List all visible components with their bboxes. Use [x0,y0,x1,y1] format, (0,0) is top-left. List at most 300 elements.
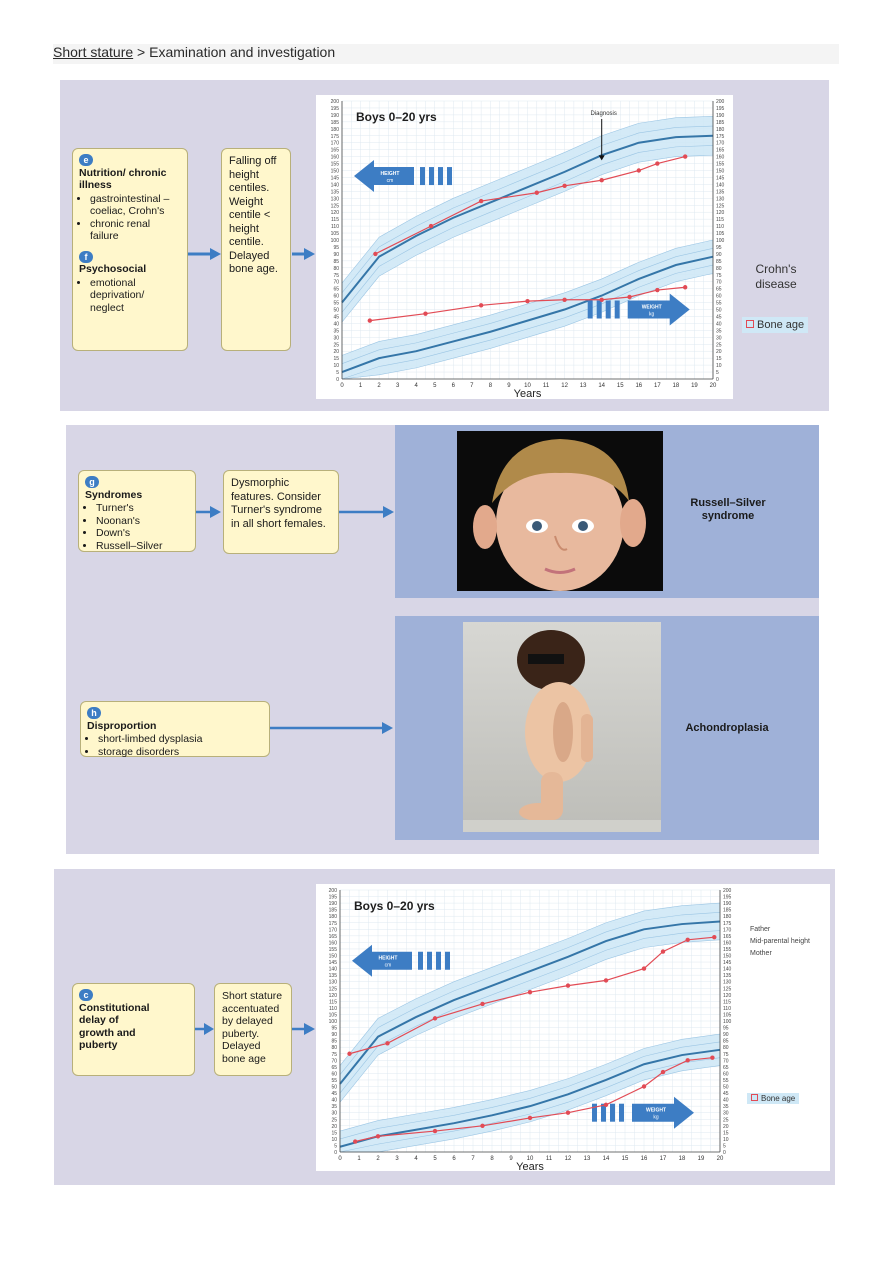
data-point [600,178,604,182]
list-item: • short-limbed dysplasia [98,733,263,746]
y-tick-label: 150 [723,953,732,960]
y-tick-label: 75 [723,1051,729,1058]
y-tick-label: 140 [330,182,339,189]
bone-age-legend: Bone age [742,317,808,333]
breadcrumb [53,44,839,64]
badge-f: f [79,251,93,263]
y-tick-label: 50 [723,1084,729,1091]
y-tick-label: 195 [723,894,732,901]
y-tick-label: 70 [333,279,339,286]
data-point [683,285,687,289]
breadcrumb-current: Examination and investigation [149,44,336,60]
data-point [562,298,566,302]
x-tick-label: 12 [564,1156,572,1162]
x-tick-label: 8 [490,1156,494,1162]
y-tick-label: 185 [330,119,339,126]
y-tick-label: 40 [333,321,339,328]
y-tick-label: 60 [723,1071,729,1078]
x-tick-label: 19 [697,1156,705,1162]
y-tick-label: 185 [716,119,725,126]
data-point [562,184,566,188]
mother-label: Mother [750,950,772,957]
y-tick-label: 5 [336,370,339,377]
x-tick-label: 17 [659,1156,667,1162]
height-arrow-label: HEIGHT [378,955,398,962]
x-tick-label: 6 [452,1156,456,1162]
x-tick-label: 7 [470,383,474,389]
y-tick-label: 150 [328,953,337,960]
breadcrumb-separator: > [137,44,146,60]
data-point [637,168,641,172]
y-tick-label: 120 [330,210,339,217]
data-point [479,303,483,307]
y-tick-label: 160 [328,940,337,947]
y-tick-label: 65 [723,1064,729,1071]
psychosocial-title: Psychosocial [79,263,147,275]
y-tick-label: 25 [716,342,722,349]
x-tick-label: 3 [395,1156,399,1162]
child-body-photo [463,622,661,832]
x-tick-label: 15 [621,1156,629,1162]
data-point [686,1058,690,1062]
y-tick-label: 200 [328,888,337,894]
y-tick-label: 140 [328,966,337,973]
x-tick-label: 12 [561,383,568,389]
data-point [528,990,532,994]
y-tick-label: 30 [716,335,722,342]
y-tick-label: 65 [331,1064,337,1071]
list-item: • Down's [96,527,189,540]
arrow-icon [195,1022,215,1036]
x-tick-label: 9 [507,383,511,389]
y-tick-label: 155 [716,161,725,168]
arrow-stripe [606,301,611,319]
y-tick-label: 25 [331,1117,337,1124]
y-tick-label: 95 [723,1025,729,1032]
y-tick-label: 45 [716,314,722,321]
constitutional-finding-text: Short stature accentuated by delayed puberty. Delayed bone age [222,990,283,1065]
y-tick-label: 35 [331,1104,337,1111]
y-tick-label: 175 [723,920,732,927]
arrow-stripe [615,301,620,319]
x-tick-label: 5 [433,1156,437,1162]
y-tick-label: 145 [723,960,732,967]
mid-parental-label: Mid-parental height [750,938,810,945]
constitutional-box [72,983,195,1076]
height-arrow-unit: cm [386,178,394,185]
y-tick-label: 65 [333,286,339,293]
weight-arrow-label: WEIGHT [646,1107,666,1114]
data-point [479,199,483,203]
y-tick-label: 150 [330,168,339,175]
arrow-icon [292,1022,316,1036]
nutrition-title: Nutrition/ chronic illness [79,166,167,191]
y-tick-label: 110 [716,224,724,231]
y-tick-label: 180 [328,914,337,921]
y-tick-label: 55 [331,1077,337,1084]
y-tick-label: 90 [331,1032,337,1039]
y-tick-label: 155 [723,946,732,953]
y-tick-label: 20 [331,1123,337,1130]
arrow-icon [270,721,394,735]
y-tick-label: 195 [328,894,337,901]
y-tick-label: 125 [328,986,337,993]
y-tick-label: 15 [333,356,339,363]
x-tick-label: 18 [678,1156,686,1162]
y-tick-label: 155 [330,161,339,168]
y-tick-label: 140 [723,966,732,973]
y-tick-label: 30 [333,335,339,342]
arrow-stripe [610,1104,615,1122]
y-tick-label: 115 [723,999,731,1006]
y-tick-label: 105 [716,231,725,238]
y-tick-label: 55 [333,300,339,307]
crohn-label: Crohn's disease [755,262,797,291]
data-point [480,1124,484,1128]
x-tick-label: 8 [488,383,493,389]
data-point [433,1129,437,1133]
list-item: • Noonan's [96,515,189,528]
y-tick-label: 150 [716,168,725,175]
y-tick-label: 50 [716,307,722,314]
y-tick-label: 135 [723,973,732,980]
arrow-stripe [597,301,602,319]
nutrition-box [72,148,188,351]
y-tick-label: 190 [723,901,732,908]
x-tick-label: 13 [579,383,587,389]
y-tick-label: 180 [716,126,725,133]
y-tick-label: 65 [716,286,722,293]
y-tick-label: 35 [333,328,339,335]
y-tick-label: 15 [716,356,722,363]
achondroplasia-caption: Achondroplasia [685,722,769,734]
x-tick-label: 13 [583,1156,591,1162]
data-point [655,161,659,165]
y-tick-label: 115 [331,217,339,224]
x-tick-label: 20 [716,1156,724,1162]
crohn-finding-text: Falling off height centiles. Weight centile < height centile. Delayed bone age. [229,155,278,275]
syndromes-finding-box [223,470,339,554]
y-tick-label: 60 [333,293,339,300]
y-tick-label: 90 [723,1032,729,1039]
y-tick-label: 10 [333,363,339,370]
y-tick-label: 190 [716,112,725,119]
y-tick-label: 70 [331,1058,337,1065]
y-tick-label: 115 [716,217,724,224]
data-point [376,1134,380,1138]
y-tick-label: 85 [333,258,339,265]
bone-age-marker-icon [751,1094,758,1101]
y-tick-label: 195 [716,105,725,112]
y-tick-label: 0 [716,377,719,383]
x-tick-label: 2 [377,383,381,389]
data-point [373,252,377,256]
y-tick-label: 130 [328,979,337,986]
x-tick-label: 10 [526,1156,534,1162]
y-tick-label: 130 [330,196,339,203]
data-point [385,1041,389,1045]
data-point [642,966,646,970]
y-tick-label: 115 [329,999,337,1006]
weight-arrow-unit: kg [653,1114,659,1121]
y-tick-label: 90 [333,251,339,258]
y-tick-label: 70 [716,279,722,286]
y-tick-label: 10 [331,1136,337,1143]
data-point [433,1016,437,1020]
y-tick-label: 85 [723,1038,729,1045]
y-tick-label: 185 [723,907,732,914]
y-tick-label: 190 [328,901,337,908]
y-tick-label: 130 [716,196,725,203]
y-tick-label: 25 [723,1117,729,1124]
x-tick-label: 14 [602,1156,610,1162]
x-tick-label: 20 [709,383,717,389]
y-tick-label: 75 [716,272,722,279]
father-label: Father [750,926,771,933]
y-tick-label: 50 [333,307,339,314]
y-tick-label: 75 [333,272,339,279]
y-tick-label: 170 [328,927,337,934]
data-point [712,935,716,939]
y-tick-label: 100 [716,238,725,244]
parental-height-labels [750,924,810,960]
y-tick-label: 50 [331,1084,337,1091]
arrow-icon [188,247,222,261]
x-axis-title: Years [513,388,542,399]
y-tick-label: 15 [331,1130,337,1137]
x-tick-label: 19 [691,383,698,389]
y-tick-label: 0 [336,377,339,383]
y-tick-label: 145 [328,960,337,967]
y-tick-label: 40 [331,1097,337,1104]
data-point [535,191,539,195]
x-tick-label: 14 [598,383,606,389]
list-item: • storage disorders [98,746,263,759]
y-tick-label: 165 [716,147,725,154]
data-point [686,938,690,942]
y-tick-label: 85 [331,1038,337,1045]
y-tick-label: 75 [331,1051,337,1058]
data-point [661,949,665,953]
y-tick-label: 45 [331,1091,337,1098]
data-point [604,1103,608,1107]
y-tick-label: 5 [334,1143,337,1150]
y-tick-label: 95 [333,244,339,251]
data-point [600,298,604,302]
y-tick-label: 15 [723,1130,729,1137]
data-point [710,1055,714,1059]
x-tick-label: 9 [509,1156,513,1162]
data-point [423,311,427,315]
x-tick-label: 5 [433,383,437,389]
y-tick-label: 120 [723,992,732,999]
data-point [528,1116,532,1120]
crohn-finding-box [221,148,291,351]
y-tick-label: 5 [716,370,719,377]
y-tick-label: 185 [328,907,337,914]
badge-h: h [87,707,101,719]
bone-age-marker-icon [746,320,754,328]
y-tick-label: 40 [723,1097,729,1104]
arrow-stripe [420,167,425,185]
x-tick-label: 0 [338,1156,342,1162]
constitutional-finding-box [214,983,292,1076]
y-tick-label: 145 [716,175,725,182]
x-tick-label: 10 [524,383,531,389]
data-point [353,1139,357,1143]
arrow-stripe [427,952,432,970]
y-tick-label: 80 [723,1045,729,1052]
y-tick-label: 165 [330,147,339,154]
badge-e: e [79,154,93,166]
y-tick-label: 60 [331,1071,337,1078]
data-point [683,154,687,158]
growth-chart-svg [316,95,733,399]
y-tick-label: 85 [716,258,722,265]
y-tick-label: 20 [716,349,722,356]
x-tick-label: 4 [414,1156,418,1162]
badge-c: c [79,989,93,1001]
x-tick-label: 7 [471,1156,475,1162]
y-tick-label: 60 [716,293,722,300]
data-point [642,1084,646,1088]
arrow-icon [339,505,395,519]
y-tick-label: 0 [723,1150,726,1156]
y-tick-label: 105 [328,1012,337,1019]
list-item: • Turner's [96,502,189,515]
list-item: • Russell–Silver [96,540,189,553]
arrow-stripe [588,301,593,319]
data-point [566,1111,570,1115]
syndromes-finding-text: Dysmorphic features. Consider Turner's syndrome in all short females. [231,477,326,530]
y-tick-label: 200 [330,99,339,105]
arrow-icon [292,247,316,261]
disproportion-box [80,701,270,757]
arrow-stripe [429,167,434,185]
y-tick-label: 170 [723,927,732,934]
y-tick-label: 10 [723,1136,729,1143]
y-tick-label: 80 [331,1045,337,1052]
y-tick-label: 195 [330,105,339,112]
chart-title: Boys 0–20 yrs [356,110,437,124]
data-point [566,983,570,987]
list-item: • gastrointestinal – coeliac, Crohn's [90,193,181,218]
y-tick-label: 40 [716,321,722,328]
data-point [368,318,372,322]
y-tick-label: 160 [330,154,339,161]
y-tick-label: 95 [331,1025,337,1032]
y-tick-label: 180 [723,914,732,921]
disproportion-title: Disproportion [87,719,157,732]
arrow-stripe [447,167,452,185]
weight-arrow-unit: kg [649,311,655,318]
data-point [480,1002,484,1006]
x-tick-label: 15 [616,383,624,389]
y-tick-label: 125 [330,203,339,210]
data-point [525,299,529,303]
x-tick-label: 4 [414,383,418,389]
y-tick-label: 0 [334,1150,337,1156]
x-tick-label: 11 [545,1156,553,1162]
y-tick-label: 200 [723,888,732,894]
data-point [604,978,608,982]
y-tick-label: 80 [333,265,339,272]
x-tick-label: 0 [340,383,344,389]
x-tick-label: 11 [542,383,550,389]
y-tick-label: 20 [723,1123,729,1130]
y-tick-label: 175 [330,133,339,140]
data-point [429,224,433,228]
weight-arrow-label: WEIGHT [641,304,662,311]
y-tick-label: 70 [723,1058,729,1065]
y-tick-label: 135 [716,189,725,196]
x-tick-label: 2 [376,1156,380,1162]
constitutional-title: Constitutional delay of growth and puberty [79,1001,150,1051]
diagnosis-label: Diagnosis [590,111,617,117]
data-point [655,288,659,292]
breadcrumb-link[interactable]: Short stature [53,44,134,60]
y-tick-label: 100 [330,238,339,244]
child-face-image [457,431,663,591]
y-tick-label: 120 [328,992,337,999]
y-tick-label: 135 [330,189,339,196]
y-tick-label: 160 [723,940,732,947]
arrow-icon [196,505,222,519]
y-tick-label: 10 [716,363,722,370]
y-tick-label: 45 [333,314,339,321]
x-tick-label: 3 [395,383,400,389]
y-tick-label: 105 [723,1012,732,1019]
x-tick-label: 16 [635,383,643,389]
y-tick-label: 190 [330,112,339,119]
data-point [661,1070,665,1074]
data-point [347,1052,351,1056]
y-tick-label: 130 [723,979,732,986]
y-tick-label: 110 [331,224,339,231]
y-tick-label: 20 [333,349,339,356]
y-tick-label: 120 [716,210,725,217]
y-tick-label: 170 [330,140,339,147]
y-tick-label: 165 [723,933,732,940]
y-tick-label: 175 [328,920,337,927]
arrow-stripe [418,952,423,970]
height-arrow-unit: cm [384,962,392,969]
growth-chart-crohn [316,95,733,399]
x-tick-label: 16 [640,1156,648,1162]
y-tick-label: 125 [723,986,732,993]
y-tick-label: 90 [716,251,722,258]
y-tick-label: 100 [723,1019,732,1025]
arrow-stripe [436,952,441,970]
data-point [627,295,631,299]
arrow-stripe [438,167,443,185]
syndromes-box [78,470,196,552]
x-tick-label: 1 [357,1156,361,1162]
y-tick-label: 80 [716,265,722,272]
y-tick-label: 160 [716,154,725,161]
y-tick-label: 110 [329,1005,337,1012]
y-tick-label: 175 [716,133,725,140]
x-tick-label: 6 [451,383,455,389]
y-tick-label: 145 [330,175,339,182]
y-tick-label: 155 [328,946,337,953]
y-tick-label: 5 [723,1143,726,1150]
y-tick-label: 30 [331,1110,337,1117]
y-tick-label: 135 [328,973,337,980]
arrow-stripe [619,1104,624,1122]
child-body-image [463,622,661,832]
y-tick-label: 180 [330,126,339,133]
